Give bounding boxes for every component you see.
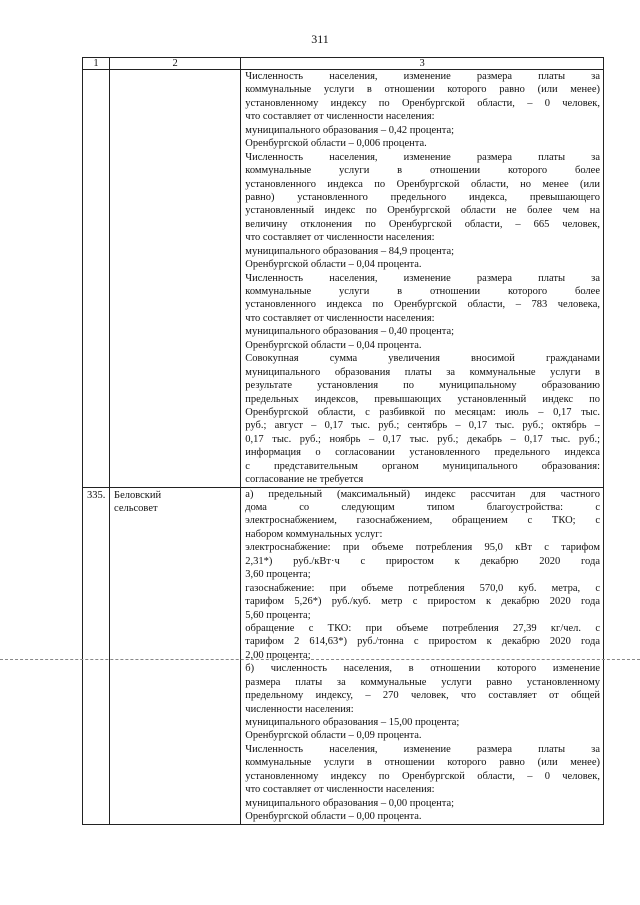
text-line: информация о согласовании установленного предельного индекса <box>245 447 600 459</box>
text-line: численности населения: <box>245 703 354 715</box>
text-line: газоснабжение: при объеме потребления 570,0 куб. метра, с <box>245 582 600 594</box>
text-line: что составляет от численности населения: <box>245 232 435 244</box>
text-line: муниципального образования – 15,00 процента; <box>245 717 460 728</box>
municipality-name <box>110 70 241 488</box>
text-line: Оренбургской области – 0,04 процента. <box>245 259 422 271</box>
text-line: установленного индекса по Оренбургской области, но менее (или <box>245 178 600 190</box>
text-line: Оренбургской области – 0,006 процента. <box>245 138 427 150</box>
text-line: Численность населения, изменение размера платы за <box>245 743 600 755</box>
text-line: тарифом 5,26*) руб./куб. метр с приростом к декабрю 2020 года <box>245 596 600 608</box>
page-number: 311 <box>311 32 329 46</box>
text-line: установленного индекса по Оренбургской области, – 783 человека, <box>245 299 600 311</box>
text-line: набором коммунальных услуг: <box>245 528 383 540</box>
text-line: 5,60 процента; <box>245 609 311 621</box>
row-number <box>83 70 110 488</box>
text-line: 3,60 процента; <box>245 569 311 581</box>
text-line: муниципального образования – 0,00 процента; <box>245 797 455 809</box>
municipality-name <box>110 487 241 824</box>
text-line: Оренбургской области – 0,04 процента. <box>245 339 422 351</box>
table-header-row <box>83 58 604 70</box>
text-line: коммунальные услуги в отношении которого равно (или менее) <box>245 757 600 769</box>
text-line: Совокупная сумма увеличения вносимой гражданами <box>245 353 600 365</box>
text-line: установленный индекс по Оренбургской области не более чем на <box>245 205 600 217</box>
description-cell <box>241 70 604 488</box>
text-line: муниципального образования – 0,40 процента; <box>245 326 455 338</box>
header-col-2: 2 <box>110 58 241 70</box>
municipality-name-line: Беловский <box>114 489 162 501</box>
text-line: Оренбургской области – 0,09 процента. <box>245 730 422 742</box>
text-line: размера платы за коммунальные услуги равно установленному <box>245 676 600 688</box>
text-line: установленному индексу по Оренбургской области, – 0 человек, <box>245 770 600 782</box>
text-line: электроснабжением, газоснабжением, обращением с ТКО; с <box>245 515 600 527</box>
text-line: муниципального образования платы за коммунальные услуги в <box>245 366 600 378</box>
text-line: Численность населения, изменение размера платы за <box>245 272 600 284</box>
text-line: что составляет от численности населения: <box>245 111 435 123</box>
description-cell <box>241 487 604 824</box>
scan-artifact-line <box>0 659 640 660</box>
text-line: муниципального образования – 0,42 процента; <box>245 124 455 136</box>
text-line: что составляет от численности населения: <box>245 784 435 796</box>
text-line: коммунальные услуги в отношении которого более <box>245 286 600 297</box>
row-number: 335. <box>83 487 110 824</box>
text-line: равно) установленного предельного индекса, превышающего <box>245 191 600 203</box>
text-line: коммунальные услуги в отношении которого более <box>245 165 600 177</box>
text-line: с представительным органом муниципального образования: <box>245 460 600 472</box>
text-line: коммунальные услуги в отношении которого равно (или менее) <box>245 84 600 96</box>
municipality-name-line: сельсовет <box>114 503 158 515</box>
text-line: Оренбургской области, с разбивкой по месяцам: июль – 0,17 тыс. <box>245 406 600 418</box>
text-line: б) численность населения, в отношении которого изменение <box>245 663 600 675</box>
header-col-3: 3 <box>241 58 604 70</box>
text-line: 2,31*) руб./кВт·ч с приростом к декабрю 2020 года <box>245 555 600 567</box>
text-line: что составляет от численности населения: <box>245 312 435 324</box>
text-line: Оренбургской области – 0,00 процента. <box>245 811 422 823</box>
text-line: величину отклонения по Оренбургской области, – 665 человек, <box>245 218 600 230</box>
text-line: 2,00 процента; <box>245 649 311 661</box>
text-line: муниципального образования – 84,9 процента; <box>245 245 455 257</box>
text-line: 0,17 тыс. руб.; ноябрь – 0,17 тыс. руб.; декабрь – 0,17 тыс. руб.; <box>245 433 600 445</box>
text-line: Численность населения, изменение размера платы за <box>245 151 600 163</box>
text-line: Численность населения, изменение размера платы за <box>245 71 600 82</box>
text-line: электроснабжение: при объеме потребления 95,0 кВт с тарифом <box>245 542 600 554</box>
text-line: предельных индексов, превышающих установленный индекс по <box>245 393 600 405</box>
table-row <box>83 487 604 824</box>
text-line: согласование не требуется <box>245 474 364 486</box>
text-line: установленному индексу по Оренбургской области, – 0 человек, <box>245 97 600 109</box>
text-line: тарифом 2 614,63*) руб./тонна с приростом к декабрю 2020 года <box>245 636 600 648</box>
text-line: а) предельный (максимальный) индекс рассчитан для частного <box>245 488 600 500</box>
table-row <box>83 70 604 488</box>
text-line: дома со следующим типом благоустройства: с <box>245 502 600 513</box>
text-line: предельному индексу, – 270 человек, что составляет от общей <box>245 690 600 702</box>
text-line: руб.; август – 0,17 тыс. руб.; сентябрь – 0,17 тыс. руб.; октябрь – <box>245 420 600 432</box>
document-table <box>82 57 604 825</box>
text-line: результате установления по муниципальному образованию <box>245 380 600 392</box>
text-line: обращение с ТКО: при объеме потребления 27,39 кг/чел. с <box>245 622 600 634</box>
header-col-1: 1 <box>83 58 110 70</box>
